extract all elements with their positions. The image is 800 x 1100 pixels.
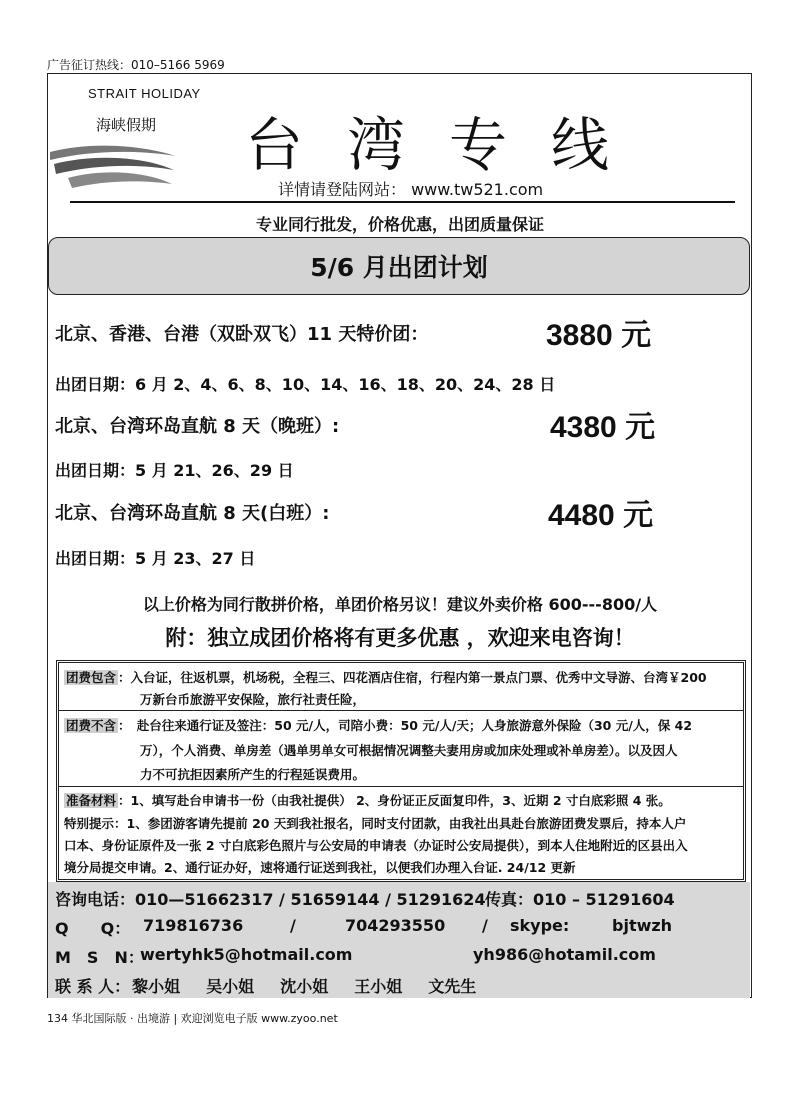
excluded-label: 团费不含 <box>66 718 117 733</box>
route-3-dates: 出团日期：5 月 23、27 日 <box>55 549 256 568</box>
included-line-1: 团费包含 ：入台证，往返机票，机场税，全程三、四花酒店住宿，行程内第一景点门票、优秀中文导游、台湾￥200 <box>66 670 707 685</box>
contact-person: 文先生 <box>428 977 477 996</box>
skype-separator: / <box>482 916 488 935</box>
contact-person-line <box>55 974 476 997</box>
contact-person-label: 联 系 人： <box>55 977 131 996</box>
header-divider <box>70 201 735 203</box>
tips-line-2: 口本、身份证原件及一张 2 寸白底彩色照片与公安局的申请表（办证时公安局提供），到本人住地附近的区县出入 <box>64 838 688 853</box>
prep-text: ：1、填写赴台申请书一份（由我社提供） 2、身份证正反面复印件，3、近期 2 寸白底彩照 4 张。 <box>118 793 671 808</box>
msn-email-1[interactable]: wertyhk5@hotmail.com <box>140 945 353 964</box>
skype-id[interactable]: bjtwzh <box>612 916 673 935</box>
included-text-1: 入台证，往返机票，机场税，全程三、四花酒店住宿，行程内第一景点门票、优秀中文导游、台湾￥200 <box>130 670 707 685</box>
page-footer: 134 华北国际版 · 出境游 | 欢迎浏览电子版 www.zyoo.net <box>47 1012 338 1025</box>
excluded-text-1: 赴台往来通行证及签注：50 元/人，司陪小费：50 元/人/天；人身旅游意外保险（30 元/人，保 42 <box>136 718 693 733</box>
excluded-line-2: 万），个人消费、单房差（遇单男单女可根据情况调整夫妻用房或加床处理或补单房差）。以及因人 <box>140 743 678 758</box>
plan-title: 5/6 月出团计划 <box>310 253 488 282</box>
tips-line-3: 境分局提交申请。2、通行证办好，速将通行证送到我社，以便我们办理入台证. 24/12 更新 <box>64 860 576 875</box>
info-divider <box>58 786 744 787</box>
qq-separator: / <box>290 916 296 935</box>
included-label: 团费包含 <box>66 670 117 685</box>
website-line[interactable]: 详情请登陆网站： www.tw521.com <box>278 180 544 199</box>
route-2-price: 4380 元 <box>550 411 656 444</box>
included-line-2: 万新台币旅游平安保险，旅行社责任险， <box>140 692 366 707</box>
excluded-line-1: 团费不含 ： 赴台往来通行证及签注：50 元/人，司陪小费：50 元/人/天；人身旅游意外保险（30 元/人，保 42 <box>66 718 693 733</box>
slogan: 专业同行批发，价格优惠，出团质量保证 <box>255 215 544 234</box>
brand-name-cn: 海峡假期 <box>96 116 157 134</box>
contact-person: 吴小姐 <box>206 977 255 996</box>
wave-logo-icon <box>48 134 178 192</box>
ad-hotline: 广告征订热线：010–5166 5969 <box>47 58 225 72</box>
excluded-line-3: 力不可抗拒因素所产生的行程延误费用。 <box>140 767 366 782</box>
prep-label: 准备材料 <box>66 793 117 808</box>
fax-line <box>485 887 675 910</box>
phone-label: 咨询电话： <box>55 890 136 909</box>
msn-email-2[interactable]: yh986@hotamil.com <box>473 945 656 964</box>
qq-label: Q Q： <box>55 919 131 938</box>
tips-line-1 <box>64 814 686 832</box>
fax-number: 010 – 51291604 <box>533 890 675 909</box>
phone-numbers[interactable]: 010—51662317 / 51659144 / 51291624 <box>135 890 486 909</box>
group-offer-note: 附：独立成团价格将有更多优惠 ，欢迎来电咨询！ <box>165 626 635 650</box>
info-divider <box>58 710 744 711</box>
price-note: 以上价格为同行散拼价格，单团价格另议！建议外卖价格 600---800/人 <box>142 595 658 614</box>
contact-person: 黎小姐 <box>132 977 181 996</box>
tips-label: 特别提示 <box>64 816 115 831</box>
tips-text-1: ：1、参团游客请先提前 20 天到我社报名，同时支付团款，由我社出具赴台旅游团费发票后，持本人户 <box>114 816 687 831</box>
route-3-name: 北京、台湾环岛直航 8 天(白班）: <box>55 503 330 524</box>
prep-line <box>64 791 671 809</box>
brand-name-en: STRAIT HOLIDAY <box>88 86 201 101</box>
route-1-dates: 出团日期：6 月 2、4、6、8、10、14、16、18、20、24、28 日 <box>55 375 556 394</box>
msn-label: M S N： <box>55 948 144 967</box>
route-2-name: 北京、台湾环岛直航 8 天（晚班）: <box>55 416 340 437</box>
skype-label: skype: <box>510 916 570 935</box>
phone-line <box>55 887 486 910</box>
qq-number-1[interactable]: 719816736 <box>143 916 244 935</box>
qq-number-2[interactable]: 704293550 <box>345 916 446 935</box>
route-2-dates: 出团日期：5 月 21、26、29 日 <box>55 461 294 480</box>
route-1-name: 北京、香港、台港（双卧双飞）11 天特价团： <box>55 324 429 345</box>
plan-title-banner <box>48 237 750 295</box>
fax-label: 传真： <box>485 890 534 909</box>
route-1-price: 3880 元 <box>546 319 652 352</box>
main-title: 台湾专线 <box>245 111 654 179</box>
contact-person: 沈小姐 <box>280 977 329 996</box>
contact-person: 王小姐 <box>354 977 403 996</box>
route-3-price: 4480 元 <box>548 499 654 532</box>
